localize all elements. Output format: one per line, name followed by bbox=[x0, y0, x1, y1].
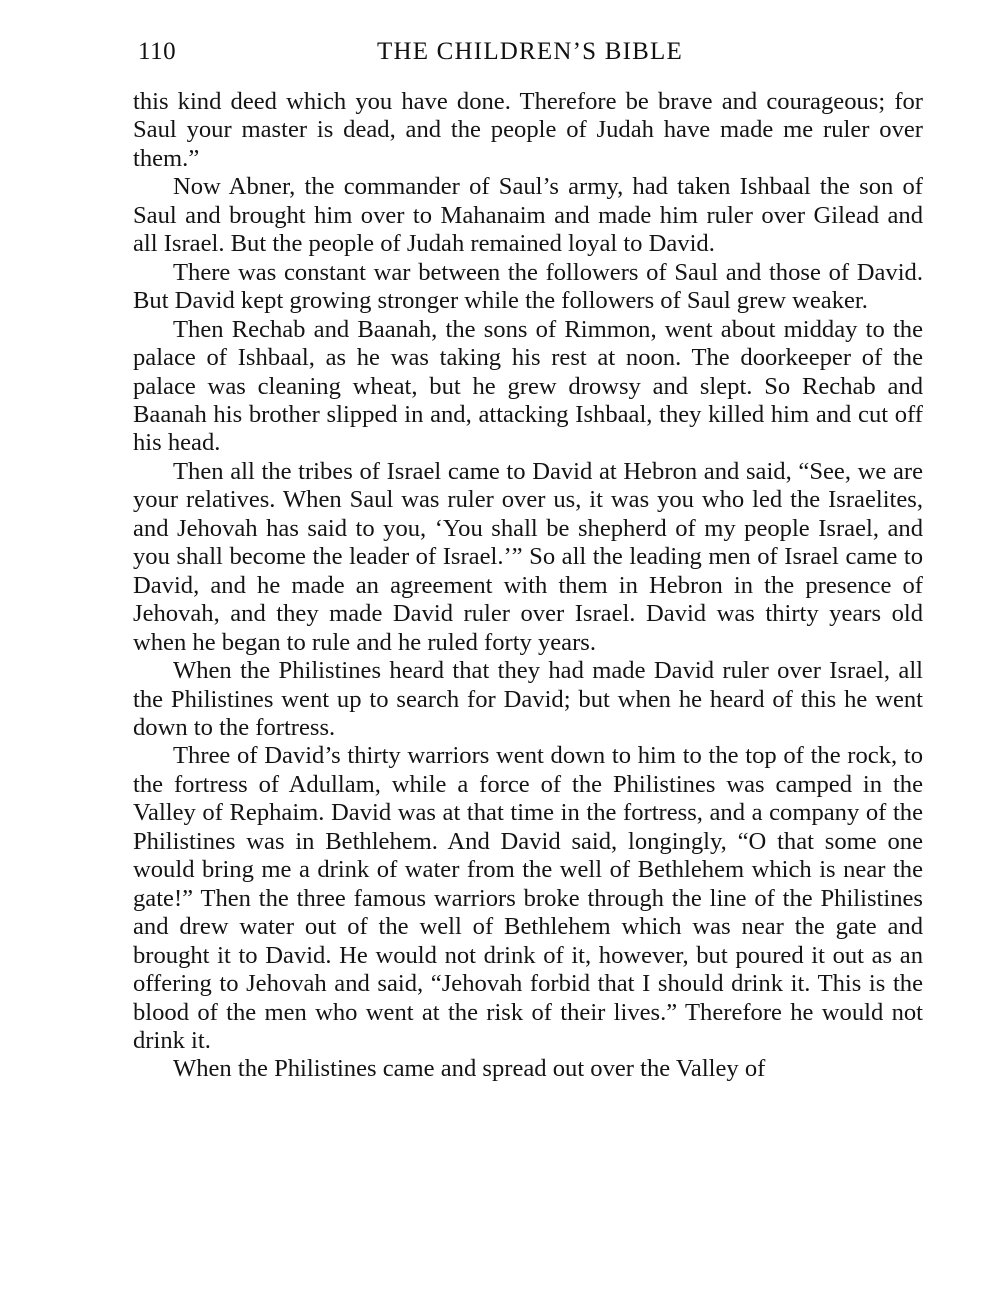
page-number: 110 bbox=[138, 38, 177, 65]
paragraph-three-warriors: Three of David’s thirty warriors went down to him to the top of the rock, to the fortress of Adullam, while a force of the Philistines was camped in the Valley of Rephaim. David was at that time in the fortress, and a company of the Philistines was in Bethlehem. And David said, longingly, “O that some one would bring me a drink of water from the well of Bethlehem which is near the gate!” Then the three famous warriors broke through the line of the Philistines and drew water out of the well of Bethlehem which was near the gate and brought it to David. He would not drink of it, however, but poured it out as an offering to Jehovah and said, “Jehovah forbid that I should drink it. This is the blood of the men who went at the risk of their lives.” Therefore he would not drink it. bbox=[133, 742, 923, 1054]
paragraph-valley-continues: When the Philistines came and spread out over the Valley of bbox=[173, 1055, 766, 1083]
body-text bbox=[133, 88, 923, 1084]
paragraph-continued: this kind deed which you have done. Therefore be brave and courageous; for Saul your master is dead, and the people of Judah have made me ruler over them.” bbox=[133, 88, 923, 172]
paragraph-tribes-at-hebron: Then all the tribes of Israel came to David at Hebron and said, “See, we are your relatives. When Saul was ruler over us, it was you who led the Israelites, and Jehovah has said to you, ‘You shall be shepherd of my people Israel, and you shall become the leader of Israel.’” So all the leading men of Israel came to David, and he made an agreement with them in Hebron in the presence of Jehovah, and they made David ruler over Israel. David was thirty years old when he began to rule and he ruled forty years. bbox=[133, 457, 923, 656]
paragraph-philistines-search: When the Philistines heard that they had made David ruler over Israel, all the Philistines went up to search for David; but when he heard of this he went down to the fortress. bbox=[133, 657, 923, 741]
book-title: THE CHILDREN’S BIBLE bbox=[377, 38, 683, 65]
paragraph-rechab-baanah: Then Rechab and Baanah, the sons of Rimmon, went about midday to the palace of Ishbaal, as he was taking his rest at noon. The doorkeeper of the palace was cleaning wheat, but he grew drowsy and slept. So Rechab and Baanah his brother slipped in and, attacking Ishbaal, they killed him and cut off his head. bbox=[133, 315, 923, 457]
paragraph-constant-war: There was constant war between the followers of Saul and those of David. But David kept growing stronger while the followers of Saul grew weaker. bbox=[133, 258, 923, 315]
paragraph-abner-ishbaal: Now Abner, the commander of Saul’s army, had taken Ishbaal the son of Saul and brought him over to Mahanaim and made him ruler over Gilead and all Israel. But the people of Judah remained loyal to David. bbox=[133, 173, 923, 258]
running-head bbox=[138, 36, 922, 68]
